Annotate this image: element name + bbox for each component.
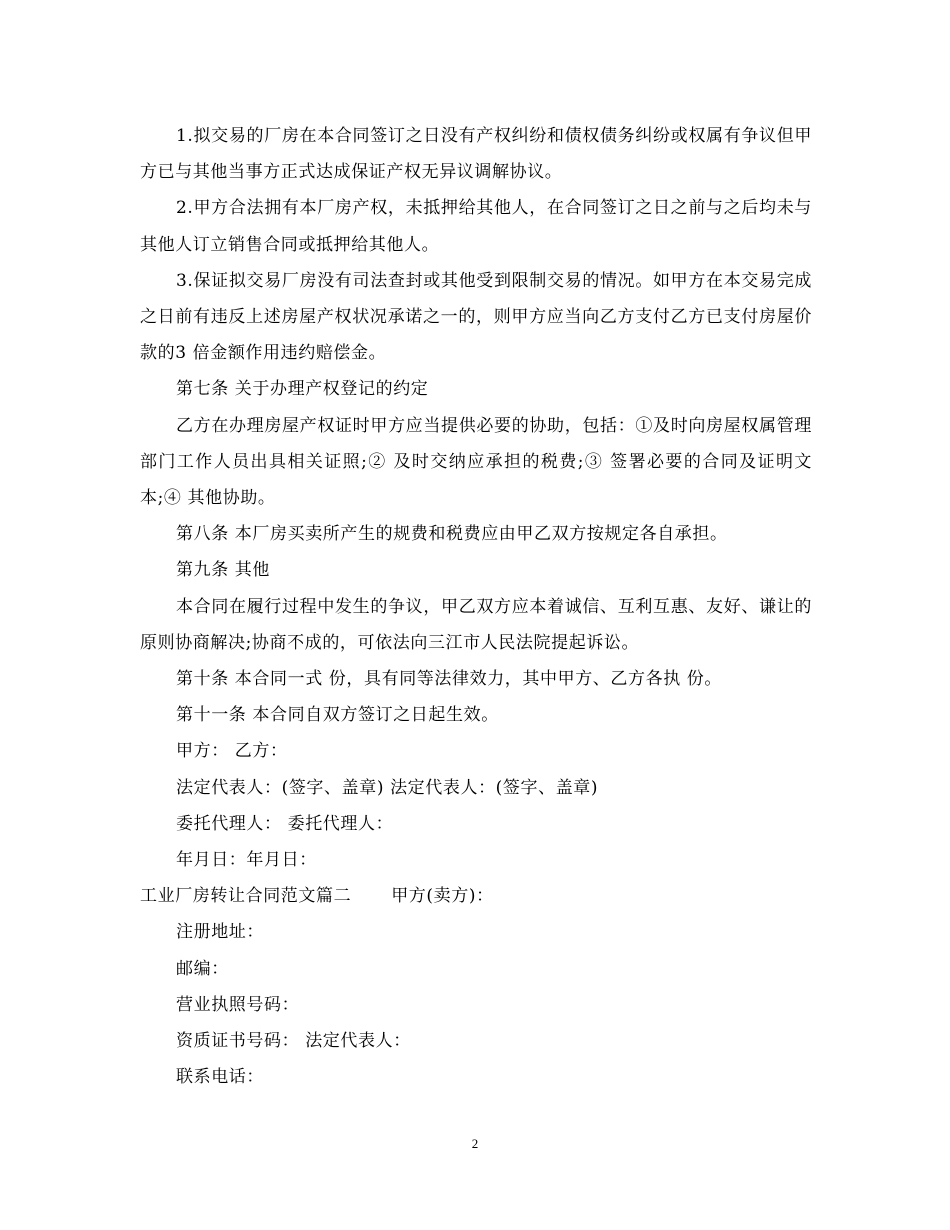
form-field: 资质证书号码： 法定代表人：: [176, 1031, 411, 1052]
article-heading: 第十条 本合同一式 份，具有同等法律效力，其中甲方、乙方各执 份。: [176, 669, 723, 690]
article-heading: 第七条 关于办理产权登记的约定: [176, 379, 429, 400]
section-heading-line: [140, 878, 812, 914]
page-number: 2: [471, 1136, 479, 1151]
clause-paragraph: 2.甲方合法拥有本厂房产权，未抵押给其他人，在合同签订之日之前与之后均未与其他人订立销售合同或抵押给其他人。: [140, 198, 812, 255]
clause-paragraph: 3.保证拟交易厂房没有司法查封或其他受到限制交易的情况。如甲方在本交易完成之日前有违反上述房屋产权状况承诺之一的，则甲方应当向乙方支付乙方已支付房屋价款的3 倍金额作用违约赔偿金。: [140, 270, 812, 364]
clause-paragraph: 1.拟交易的厂房在本合同签订之日没有产权纠纷和债权债务纠纷或权属有争议但甲方已与其他当事方正式达成保证产权无异议调解协议。: [140, 126, 812, 183]
document-body: [140, 118, 812, 1095]
form-field: 营业执照号码：: [176, 994, 300, 1015]
clause-paragraph: 本合同在履行过程中发生的争议，甲乙双方应本着诚信、互利互惠、友好、谦让的原则协商解决;协商不成的，可依法向三江市人民法院提起诉讼。: [140, 596, 812, 653]
section-party: 甲方(卖方)：: [391, 886, 494, 907]
form-field: 注册地址：: [176, 922, 264, 943]
article-heading: 第十一条 本合同自双方签订之日起生效。: [176, 705, 499, 726]
section-heading: 工业厂房转让合同范文篇二: [140, 886, 352, 907]
form-field: 联系电话：: [176, 1067, 264, 1088]
signature-line: 法定代表人：(签字、盖章) 法定代表人：(签字、盖章): [176, 777, 599, 798]
signature-line: 委托代理人： 委托代理人：: [176, 813, 394, 834]
signature-line: 甲方： 乙方：: [176, 741, 288, 762]
article-heading: 第八条 本厂房买卖所产生的规费和税费应由甲乙双方按规定各自承担。: [176, 524, 728, 545]
article-heading: 第九条 其他: [176, 560, 271, 581]
form-field: 邮编：: [176, 958, 229, 979]
clause-paragraph: 乙方在办理房屋产权证时甲方应当提供必要的协助，包括：①及时向房屋权属管理部门工作人员出具相关证照;② 及时交纳应承担的税费;③ 签署必要的合同及证明文本;④ 其他协助。: [140, 415, 812, 509]
signature-line: 年月日：年月日：: [176, 850, 317, 871]
